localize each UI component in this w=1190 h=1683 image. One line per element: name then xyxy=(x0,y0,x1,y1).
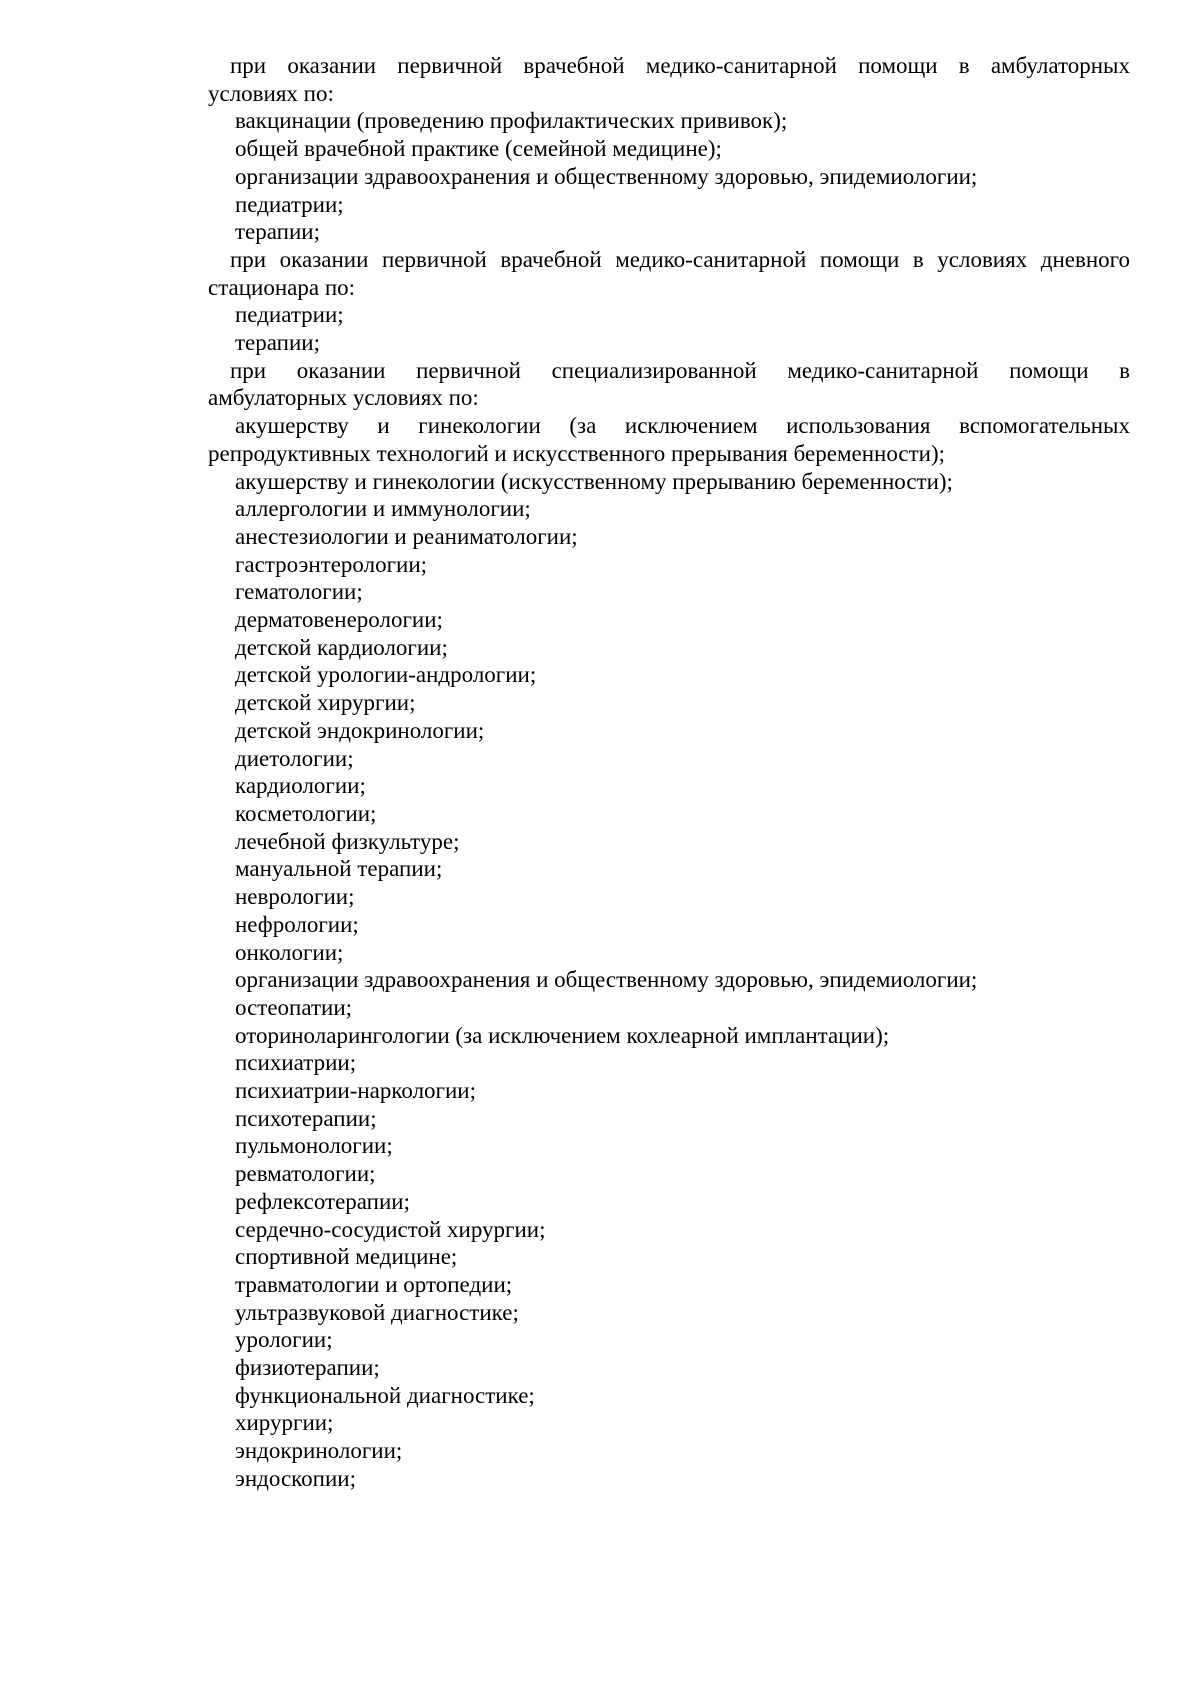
text-line: психотерапии; xyxy=(235,1105,377,1131)
text-line: ультразвуковой диагностике; xyxy=(235,1299,519,1325)
text-line: урологии; xyxy=(235,1327,333,1353)
text-line: репродуктивных технологий и искусственного прерывания беременности); xyxy=(208,440,946,466)
text-line: детской урологии-андрологии; xyxy=(235,662,537,688)
text-line: общей врачебной практике (семейной медицине); xyxy=(235,136,722,162)
text-line: педиатрии; xyxy=(235,302,344,328)
text-line: спортивной медицине; xyxy=(235,1244,458,1270)
text-line: гастроэнтерологии; xyxy=(235,551,428,577)
text-line: акушерству и гинекологии (за исключением использования вспомогательных xyxy=(235,413,1130,439)
text-line: диетологии; xyxy=(235,745,354,771)
text-line: нефрологии; xyxy=(235,911,359,937)
text-line: косметологии; xyxy=(235,800,377,826)
text-line: психиатрии-наркологии; xyxy=(235,1078,476,1104)
text-line: физиотерапии; xyxy=(235,1355,380,1381)
text-line: ревматологии; xyxy=(235,1161,376,1187)
text-line: педиатрии; xyxy=(235,191,344,217)
text-line: хирургии; xyxy=(235,1410,334,1436)
text-line: рефлексотерапии; xyxy=(235,1188,410,1214)
text-line: остеопатии; xyxy=(235,994,353,1020)
text-line: анестезиологии и реаниматологии; xyxy=(235,523,578,549)
text-line: неврологии; xyxy=(235,884,355,910)
text-line: терапии; xyxy=(235,330,320,356)
text-line: амбулаторных условиях по: xyxy=(208,385,479,411)
text-line: детской кардиологии; xyxy=(235,634,448,660)
document-text xyxy=(208,52,1130,1493)
text-line: функциональной диагностике; xyxy=(235,1382,535,1408)
text-line: лечебной физкультуре; xyxy=(235,828,460,854)
text-line: при оказании первичной врачебной медико-санитарной помощи в амбулаторных xyxy=(230,53,1130,78)
text-line: детской хирургии; xyxy=(235,690,416,716)
text-line: эндоскопии; xyxy=(235,1465,356,1491)
text-line: сердечно-сосудистой хирургии; xyxy=(235,1216,546,1242)
text-line: условиях по: xyxy=(208,80,334,106)
text-line: мануальной терапии; xyxy=(235,856,443,882)
text-line: эндокринологии; xyxy=(235,1438,403,1464)
text-line: акушерству и гинекологии (искусственному прерыванию беременности); xyxy=(235,468,953,494)
text-line: гематологии; xyxy=(235,579,363,605)
text-line: травматологии и ортопедии; xyxy=(235,1271,513,1297)
text-line: дерматовенерологии; xyxy=(235,607,443,633)
text-line: аллергологии и иммунологии; xyxy=(235,496,531,522)
text-line: вакцинации (проведению профилактических прививок); xyxy=(235,108,788,134)
text-line: при оказании первичной врачебной медико-санитарной помощи в условиях дневного xyxy=(230,246,1130,272)
text-line: пульмонологии; xyxy=(235,1133,393,1159)
text-line: кардиологии; xyxy=(235,773,366,799)
text-line: терапии; xyxy=(235,219,320,245)
text-line: при оказании первичной специализированной медико-санитарной помощи в xyxy=(230,357,1130,383)
text-line: стационара по: xyxy=(208,274,356,300)
text-line: организации здравоохранения и общественному здоровью, эпидемиологии; xyxy=(235,163,978,189)
text-line: онкологии; xyxy=(235,939,344,965)
text-line: психиатрии; xyxy=(235,1050,357,1076)
text-line: оториноларингологии (за исключением кохлеарной имплантации); xyxy=(235,1022,890,1048)
text-line: детской эндокринологии; xyxy=(235,717,485,743)
text-line: организации здравоохранения и общественному здоровью, эпидемиологии; xyxy=(235,967,978,993)
